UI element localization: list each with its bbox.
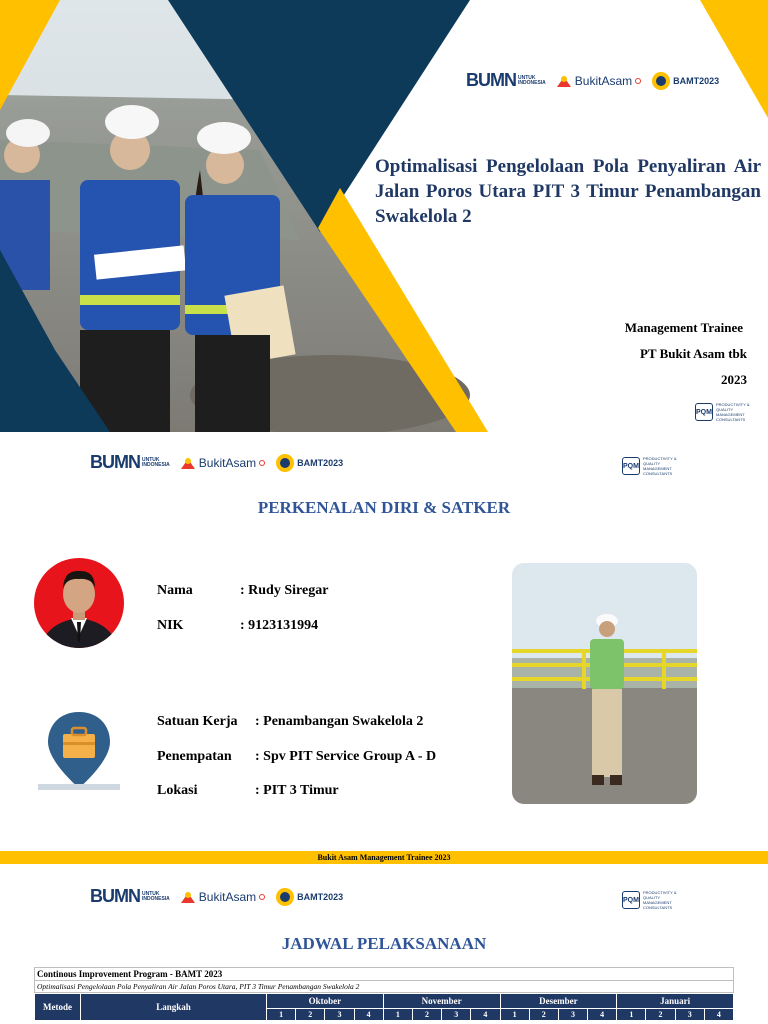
header-month-january: Januari <box>617 994 734 1009</box>
info-label-name: Nama <box>157 583 193 598</box>
header-month-november: November <box>383 994 500 1009</box>
info-row-unit <box>157 714 423 730</box>
cover-info-company: PT Bukit Asam tbk <box>639 346 747 361</box>
info-row-location <box>157 783 339 799</box>
info-value-name: : Rudy Siregar <box>240 583 329 598</box>
header-week: 2 <box>529 1009 558 1021</box>
bukit-asam-logo: BukitAsam <box>180 456 265 470</box>
cover-info-year: 2023 <box>721 372 747 387</box>
schedule-title: JADWAL PELAKSANAAN <box>281 934 487 953</box>
header-week: 4 <box>588 1009 617 1021</box>
header-month-december: Desember <box>500 994 617 1009</box>
schedule-table <box>34 967 734 1021</box>
header-week: 4 <box>354 1009 383 1021</box>
bamt-emblem-icon <box>651 71 671 91</box>
schedule-caption: Continous Improvement Program - BAMT 2023 <box>34 967 734 981</box>
bumn-sub-2: INDONESIA <box>142 895 170 902</box>
bukit-asam-icon <box>180 456 196 470</box>
intro-title: PERKENALAN DIRI & SATKER <box>257 498 511 517</box>
bumn-logo: BUMN UNTUK INDONESIA <box>90 452 170 472</box>
bamt-emblem-icon <box>275 453 295 473</box>
cover-logos <box>466 70 719 91</box>
bumn-sub-1: UNTUK <box>142 456 160 463</box>
header-week: 4 <box>704 1009 733 1021</box>
slide-cover <box>0 0 768 432</box>
profile-avatar <box>34 556 124 650</box>
header-week: 1 <box>500 1009 529 1021</box>
pqm-icon: PQM <box>622 891 640 909</box>
header-metode: Metode <box>35 994 81 1021</box>
header-week: 1 <box>383 1009 412 1021</box>
slide-introduction <box>0 432 768 864</box>
gold-corner-right <box>700 0 768 118</box>
info-label-unit: Satuan Kerja <box>157 714 238 729</box>
header-langkah: Langkah <box>81 994 267 1021</box>
bukit-asam-logo: BukitAsam <box>180 890 265 904</box>
info-value-unit: : Penambangan Swakelola 2 <box>255 714 424 729</box>
header-week: 3 <box>675 1009 704 1021</box>
bukit-asam-mark-icon <box>635 78 641 84</box>
pqm-logo: PQM PRODUCTIVITY & QUALITY MANAGEMENT CONSULTANTS <box>696 402 750 422</box>
intro-footer: Bukit Asam Management Trainee 2023 <box>0 851 768 864</box>
bukit-asam-mark-icon <box>259 460 265 466</box>
pqm-logo: PQM PRODUCTIVITY & QUALITY MANAGEMENT CONSULTANTS <box>623 890 677 910</box>
bamt-emblem-icon <box>275 887 295 907</box>
cover-info <box>625 318 747 396</box>
slide-schedule <box>0 864 768 1024</box>
pqm-logo: PQM PRODUCTIVITY & QUALITY MANAGEMENT CONSULTANTS <box>623 456 677 476</box>
bamt-logo: BAMT2023 <box>275 453 343 473</box>
header-week: 4 <box>471 1009 500 1021</box>
pqm-icon: PQM <box>695 403 713 421</box>
bumn-logo: BUMN UNTUK INDONESIA <box>90 886 170 906</box>
bumn-sub-1: UNTUK <box>518 74 536 81</box>
bukit-asam-icon <box>180 890 196 904</box>
bukit-asam-icon <box>556 74 572 88</box>
info-row-name <box>157 583 328 599</box>
bamt-logo: BAMT2023 <box>275 887 343 907</box>
header-week: 1 <box>267 1009 296 1021</box>
info-label-nik: NIK <box>157 618 184 633</box>
header-month-october: Oktober <box>267 994 384 1009</box>
bumn-sub-1: UNTUK <box>142 890 160 897</box>
header-week: 1 <box>617 1009 646 1021</box>
work-unit-icon <box>38 708 120 790</box>
bukit-asam-logo: BukitAsam <box>556 74 641 88</box>
schedule-grid <box>34 993 734 1021</box>
info-label-location: Lokasi <box>157 783 198 798</box>
schedule-logos <box>90 886 343 907</box>
header-week: 2 <box>296 1009 325 1021</box>
info-row-nik <box>157 618 318 634</box>
header-week: 2 <box>646 1009 675 1021</box>
header-week: 3 <box>325 1009 354 1021</box>
intro-logos <box>90 452 343 473</box>
cover-info-program: Management Trainee <box>624 320 743 335</box>
info-value-nik: : 9123131994 <box>240 618 319 633</box>
info-value-placement: : Spv PIT Service Group A - D <box>255 749 437 764</box>
pqm-icon: PQM <box>622 457 640 475</box>
info-value-location: : PIT 3 Timur <box>255 783 339 798</box>
info-row-placement <box>157 749 436 765</box>
schedule-subcaption: Optimalisasi Pengelolaan Pola Penyaliran Air Jalan Poros Utara, PIT 3 Timur Penambangan Swakelola 2 <box>34 981 734 993</box>
bukit-asam-mark-icon <box>259 894 265 900</box>
header-week: 3 <box>442 1009 471 1021</box>
cover-title: Optimalisasi Pengelolaan Pola Penyaliran Air Jalan Poros Utara PIT 3 Timur Penambangan Swakelola 2 <box>375 156 761 227</box>
header-week: 3 <box>558 1009 587 1021</box>
bumn-sub-2: INDONESIA <box>518 79 546 86</box>
profile-photo <box>512 563 697 804</box>
info-label-placement: Penempatan <box>157 749 232 764</box>
header-week: 2 <box>412 1009 441 1021</box>
bumn-logo: BUMN UNTUK INDONESIA <box>466 70 546 90</box>
bumn-sub-2: INDONESIA <box>142 461 170 468</box>
bamt-logo: BAMT2023 <box>651 71 719 91</box>
